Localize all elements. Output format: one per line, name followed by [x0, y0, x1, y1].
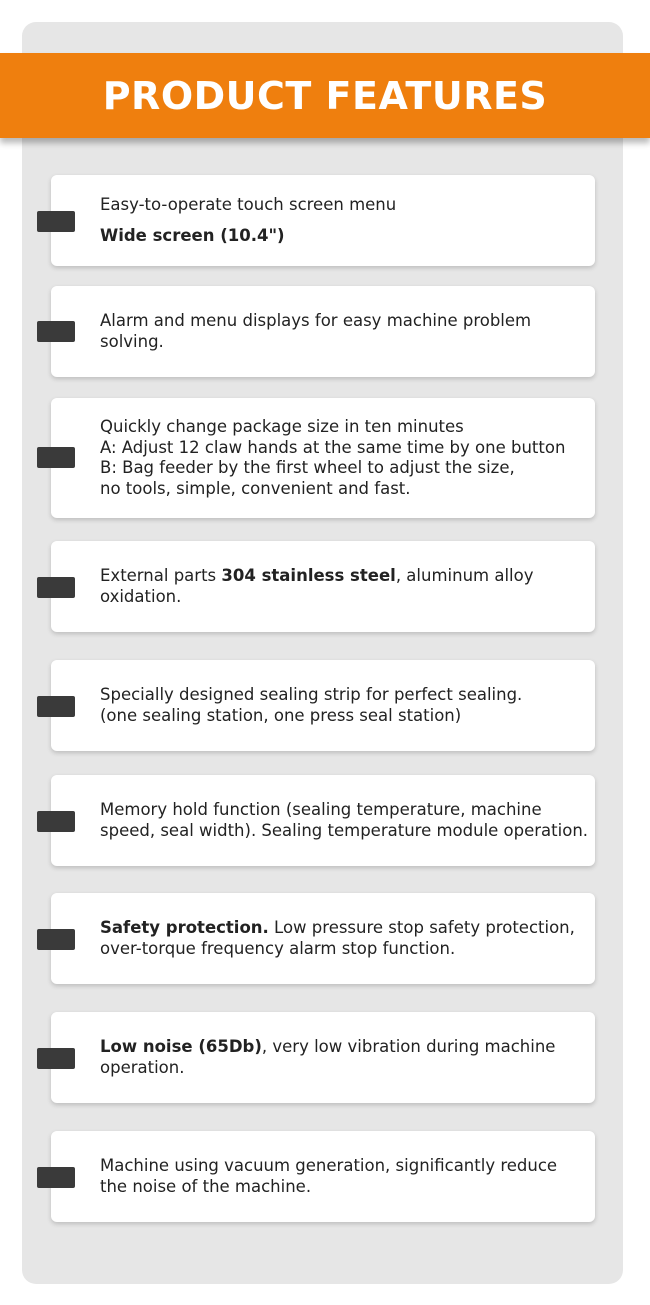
feature-text: Memory hold function (sealing temperature, machine speed, seal width). Sealing temperature module operation.: [100, 800, 589, 840]
feature-text: Machine using vacuum generation, significantly reduce the noise of the machine.: [100, 1156, 558, 1196]
feature-card: [51, 1131, 595, 1222]
feature-line: , aluminum alloy oxidation.: [100, 566, 534, 606]
feature-line: External parts: [100, 566, 222, 585]
feature-card: [51, 660, 595, 751]
feature-text: [100, 566, 589, 607]
bullet-marker: [37, 447, 75, 468]
header-banner: [0, 53, 650, 138]
feature-highlight: 304 stainless steel: [221, 566, 396, 585]
feature-card: [51, 775, 595, 866]
bullet-marker: [37, 929, 75, 950]
feature-line: (one sealing station, one press seal station): [100, 705, 462, 725]
feature-line: B: Bag feeder by the first wheel to adjust the size,: [100, 458, 515, 477]
feature-card: [51, 175, 595, 266]
feature-text: [100, 685, 522, 726]
feature-line: , very low vibration during machine operation.: [100, 1037, 556, 1077]
feature-line: Easy-to-operate touch screen menu: [100, 195, 397, 214]
feature-line: Specially designed sealing strip for perfect sealing.: [100, 685, 523, 704]
feature-line: Low pressure stop safety protection, over-torque frequency alarm stop function.: [100, 918, 575, 958]
feature-text: [100, 417, 565, 499]
feature-highlight: Wide screen (10.4"): [100, 225, 285, 245]
bullet-marker: [37, 1048, 75, 1069]
feature-line: A: Adjust 12 claw hands at the same time by one button: [100, 437, 566, 457]
bullet-marker: [37, 696, 75, 717]
feature-card: [51, 1012, 595, 1103]
feature-card: [51, 286, 595, 377]
bullet-marker: [37, 577, 75, 598]
bullet-marker: [37, 811, 75, 832]
feature-highlight: Low noise (65Db): [100, 1037, 262, 1056]
feature-text: Alarm and menu displays for easy machine problem solving.: [100, 311, 532, 351]
feature-line: no tools, simple, convenient and fast.: [100, 478, 411, 498]
bullet-marker: [37, 1167, 75, 1188]
feature-card: [51, 541, 595, 632]
feature-line: Quickly change package size in ten minutes: [100, 417, 464, 436]
bullet-marker: [37, 211, 75, 232]
page-title: PRODUCT FEATURES: [102, 73, 548, 118]
feature-text: [100, 918, 589, 959]
feature-highlight: Safety protection.: [100, 918, 269, 937]
bullet-marker: [37, 321, 75, 342]
feature-card: [51, 893, 595, 984]
feature-text: [100, 1037, 589, 1078]
feature-card: [51, 398, 595, 518]
feature-text: [100, 195, 396, 246]
